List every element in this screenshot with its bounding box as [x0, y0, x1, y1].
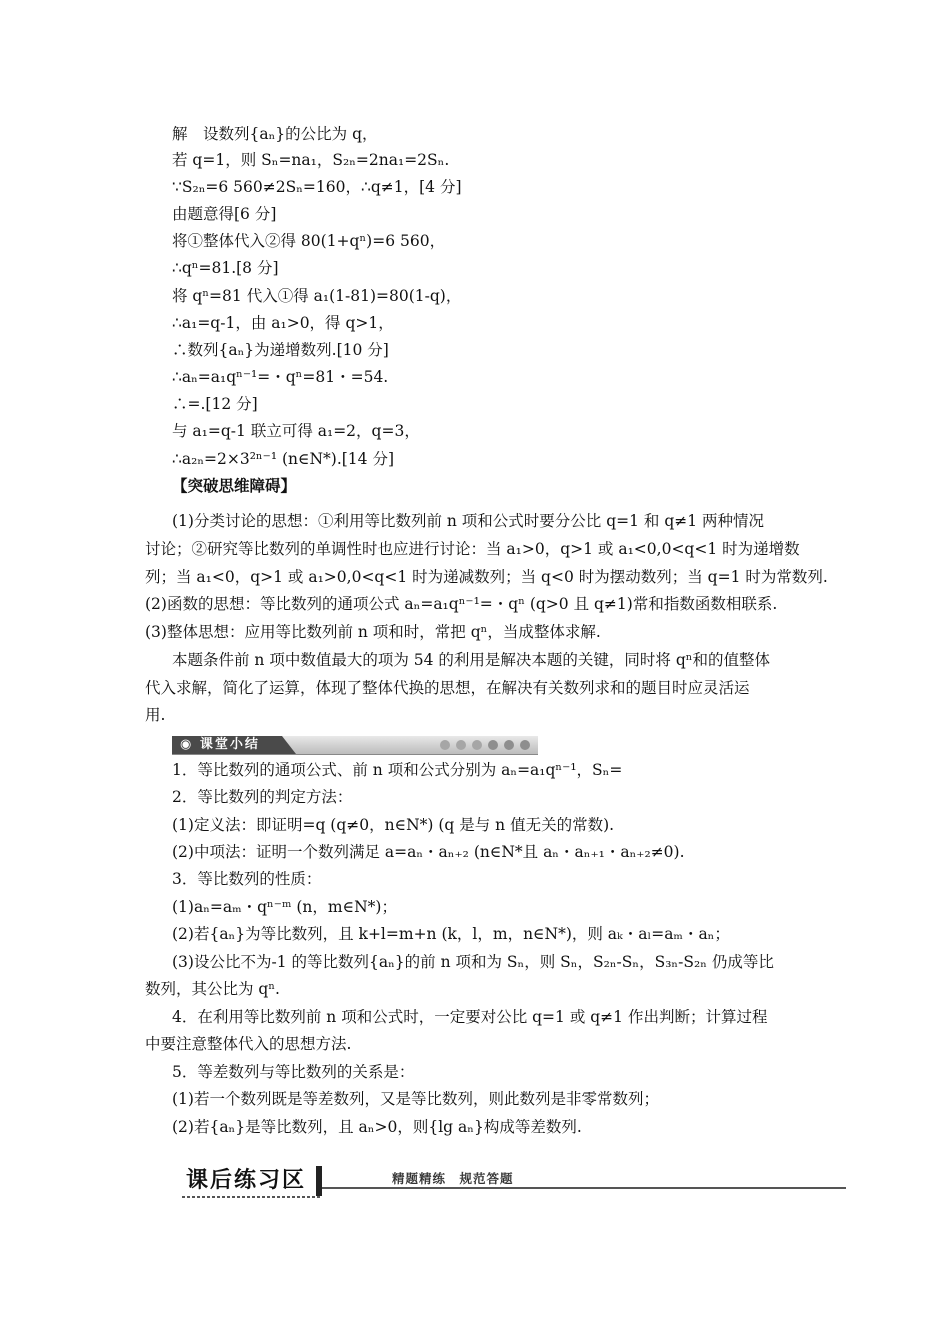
summary-line: 中要注意整体代入的思想方法. — [145, 1035, 352, 1053]
summary-banner — [172, 736, 538, 755]
decorative-dots — [440, 740, 530, 750]
solution-line: 将①整体代入②得 80(1+qⁿ)=6 560， — [172, 232, 446, 250]
footer-subtitle: 精题精练 规范答题 — [392, 1171, 514, 1186]
paragraph-line: 讨论；②研究等比数列的单调性时也应进行讨论：当 a₁>0，q>1 或 a₁<0,0<q<1 时为递增数 — [145, 540, 800, 558]
paragraph-line: 代入求解，简化了运算，体现了整体代换的思想，在解决有关数列求和的题目时应灵活运 — [145, 679, 750, 697]
solution-line: ∴数列{aₙ}为递增数列.[10 分] — [172, 341, 389, 359]
summary-line: (1)定义法：即证明=q (q≠0，n∈N*) (q 是与 n 值无关的常数). — [172, 816, 615, 834]
summary-line: 3．等比数列的性质： — [172, 870, 322, 888]
paragraph-line: 列；当 a₁<0，q>1 或 a₁>0,0<q<1 时为递减数列；当 q<0 时为摆动数列；当 q=1 时为常数列. — [145, 568, 828, 586]
solution-line: ∴=.[12 分] — [172, 395, 258, 413]
summary-line: (1)若一个数列既是等差数列，又是等比数列，则此数列是非零常数列； — [172, 1090, 659, 1108]
solution-line: 与 a₁=q-1 联立可得 a₁=2，q=3， — [172, 422, 420, 440]
solution-line: ∴a₂ₙ=2×3²ⁿ⁻¹ (n∈N*).[14 分] — [172, 450, 394, 468]
summary-line: (2)若{aₙ}是等比数列，且 aₙ>0，则{lg aₙ}构成等差数列. — [172, 1118, 582, 1136]
summary-line: (2)若{aₙ}为等比数列，且 k+l=m+n (k，l，m，n∈N*)，则 aₖ・aₗ=aₘ・aₙ； — [172, 925, 730, 943]
solution-line: 将 qⁿ=81 代入①得 a₁(1-81)=80(1-q)， — [172, 287, 462, 305]
solution-line: ∴qⁿ=81.[8 分] — [172, 259, 279, 277]
summary-banner-label: ◉ 课堂小结 — [172, 736, 282, 754]
summary-line: 2．等比数列的判定方法： — [172, 788, 353, 806]
solution-line: 若 q=1，则 Sₙ=na₁，S₂ₙ=2na₁=2Sₙ. — [172, 151, 450, 169]
solution-line: 由题意得[6 分] — [172, 205, 277, 223]
summary-line: 4．在利用等比数列前 n 项和公式时，一定要对公比 q=1 或 q≠1 作出判断；计算过程 — [172, 1008, 768, 1026]
paragraph-line: (1)分类讨论的思想：①利用等比数列前 n 项和公式时要分公比 q=1 和 q≠1 两种情况 — [172, 512, 765, 530]
summary-line: 5．等差数列与等比数列的关系是： — [172, 1063, 415, 1081]
solution-line: ∵S₂ₙ=6 560≠2Sₙ=160，∴q≠1，[4 分] — [172, 178, 462, 196]
summary-line: (1)aₙ=aₘ・qⁿ⁻ᵐ (n，m∈N*)； — [172, 898, 397, 916]
footer-rule-dotted — [182, 1196, 322, 1198]
summary-line: 1．等比数列的通项公式、前 n 项和公式分别为 aₙ=a₁qⁿ⁻¹，Sₙ= — [172, 761, 623, 779]
paragraph-line: 用. — [145, 706, 166, 724]
paragraph-line: (2)函数的思想：等比数列的通项公式 aₙ=a₁qⁿ⁻¹=・qⁿ (q>0 且 q≠1)常和指数函数相联系. — [145, 595, 778, 613]
solution-line: ∴a₁=q-1，由 a₁>0，得 q>1， — [172, 314, 394, 332]
summary-line: (2)中项法：证明一个数列满足 a=aₙ・aₙ₊₂ (n∈N*且 aₙ・aₙ₊₁・aₙ₊₂≠0). — [172, 843, 685, 861]
summary-line: (3)设公比不为-1 的等比数列{aₙ}的前 n 项和为 Sₙ，则 Sₙ，S₂ₙ-Sₙ，S₃ₙ-S₂ₙ 仍成等比 — [172, 953, 774, 971]
footer-title: 课后练习区 — [186, 1168, 307, 1193]
solution-line: ∴aₙ=a₁qⁿ⁻¹=・qⁿ=81・=54. — [172, 368, 389, 386]
paragraph-line: (3)整体思想：应用等比数列前 n 项和时，常把 qⁿ，当成整体求解. — [145, 623, 601, 641]
footer-divider-bar — [316, 1166, 322, 1196]
section-heading: 【突破思维障碍】 — [172, 476, 297, 495]
paragraph-line: 本题条件前 n 项中数值最大的项为 54 的利用是解决本题的关键，同时将 qⁿ和的值整体 — [172, 651, 770, 669]
summary-line: 数列，其公比为 qⁿ. — [145, 980, 280, 998]
solution-line: 解 设数列{aₙ}的公比为 q， — [172, 125, 378, 143]
